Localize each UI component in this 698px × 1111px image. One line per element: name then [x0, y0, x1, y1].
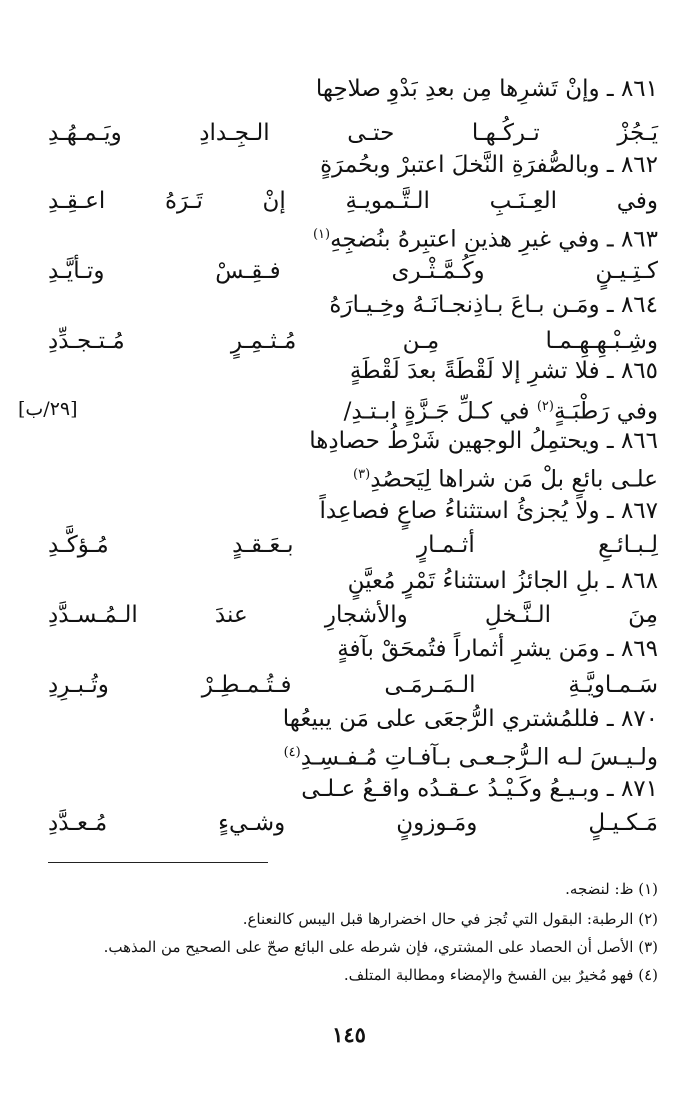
- verse-867-second-hemistich: لِـبـائـعِ أثـمـارٍ بـعَـقـدٍ مُـؤكَّـدِ: [48, 532, 658, 558]
- verse-870-first-hemistich: ٨٧٠ ـ فللمُشتري الرُّجعَى على مَن يبيعُها: [282, 706, 658, 732]
- verse-863-first-text: ٨٦٣ ـ وفي غيرِ هذينِ اعتبِرهُ بنُضجِهِ: [330, 226, 658, 253]
- verse-864-second-hemistich: وشِـبْـهِـهِـمـا مِـن مُـثـمِـرٍ مُـتـجـدِّدِ: [48, 328, 658, 354]
- verse-865-second-rest: في كـلِّ جَـزَّةٍ ابـتـدِ/: [343, 398, 530, 425]
- verse-866-second-text: علـى بائعٍ بلْ مَن شراها لِيَحصُدِ: [370, 466, 658, 493]
- footnote-ref-2[interactable]: (٢): [536, 399, 554, 414]
- verse-870-second-hemistich: [284, 738, 658, 773]
- verse-862-first-hemistich: ٨٦٢ ـ وبالصُّفرَةِ النَّخلَ اعتبرْ وبحُمرَةٍ: [320, 152, 658, 178]
- footnote-ref-1[interactable]: (١): [312, 227, 331, 242]
- manuscript-folio-marker: [٢٩/ب]: [18, 398, 78, 420]
- footnote-ref-4[interactable]: (٤): [283, 745, 301, 760]
- verse-866-second-hemistich: [353, 460, 658, 495]
- verse-863-second-hemistich: كـتِـيـنٍ وكُـمَّـثْـرى فـقِـسْ وتـأيَّـدِ: [48, 258, 658, 284]
- verse-868-second-hemistich: مِنَ الـنَّـخلِ والأشجارِ عندَ الـمُـسـدَّدِ: [48, 602, 658, 628]
- verse-867-first-hemistich: ٨٦٧ ـ ولا يُجزئُ استثناءُ صاعٍ فصاعِداً: [319, 498, 658, 524]
- verse-862-second-hemistich: وفي العِـنَـبِ الـتَّـمويـةِ إنْ تَـرَهُ اعـقِـدِ: [48, 188, 658, 214]
- verse-861-first-hemistich: ٨٦١ ـ وإنْ تَشرِها مِن بعدِ بَدْوِ صلاحِها: [315, 76, 658, 102]
- verse-861-second-hemistich: يَـجُزْ تـركُـهـا حتـى الـجِـدادِ ويَـمـهُـدِ: [48, 120, 658, 146]
- footnote-2: (٢) الرطبة: البقول التي تُجز في حال اخضرارها قبل اليبس كالنعناع.: [242, 910, 658, 928]
- verse-869-second-hemistich: سَـمـاويَّـةِ الـمَـرمَـى فـتُـمـطِـرْ وتُـبـرِدِ: [48, 672, 658, 698]
- verse-864-first-hemistich: ٨٦٤ ـ ومَـن بـاعَ بـاذِنجـانَـهُ وخِـيـارَهُ: [329, 292, 658, 318]
- footnote-3: (٣) الأصل أن الحصاد على المشتري، فإن شرطه على البائع صحّ على الصحيح من المذهب.: [103, 938, 658, 956]
- verse-865-second-hemistich: [344, 392, 658, 427]
- verse-863-first-hemistich: [313, 220, 658, 255]
- verse-870-second-text: ولـيـسَ لـه الـرُّجـعـى بـآفـاتِ مُـفـسِـدِ: [300, 744, 658, 771]
- footnote-separator: [48, 862, 268, 863]
- footnote-4: (٤) فهو مُخيرٌ بين الفسخ والإمضاء ومطالبة المتلف.: [343, 966, 658, 984]
- page-number: ١٤٥: [332, 1022, 366, 1047]
- footnote-ref-3[interactable]: (٣): [353, 467, 371, 482]
- footnote-1: (١) ظ: لنضجه.: [565, 880, 658, 898]
- verse-865-second-text: وفي رَطْبَـةٍ: [553, 398, 658, 425]
- verse-871-second-hemistich: مَـكـيـلٍ ومَـوزونٍ وشـيءٍ مُـعـدَّدِ: [48, 810, 658, 836]
- verse-865-first-hemistich: ٨٦٥ ـ فلا تشرِ إلا لَقْطَةً بعدَ لَقْطَةٍ: [349, 358, 658, 384]
- verse-866-first-hemistich: ٨٦٦ ـ ويحتمِلُ الوجهين شَرْطُ حصادِها: [309, 428, 658, 454]
- verse-871-first-hemistich: ٨٧١ ـ وبـيـعُ وكَـيْـدُ عـقـدُه واقـعُ عـلـى: [301, 776, 658, 802]
- verse-869-first-hemistich: ٨٦٩ ـ ومَن يشرِ أثماراً فتُمحَقْ بآفةٍ: [337, 636, 658, 662]
- verse-868-first-hemistich: ٨٦٨ ـ بلِ الجائزُ استثناءُ تَمْرٍ مُعيَّنٍ: [347, 568, 658, 594]
